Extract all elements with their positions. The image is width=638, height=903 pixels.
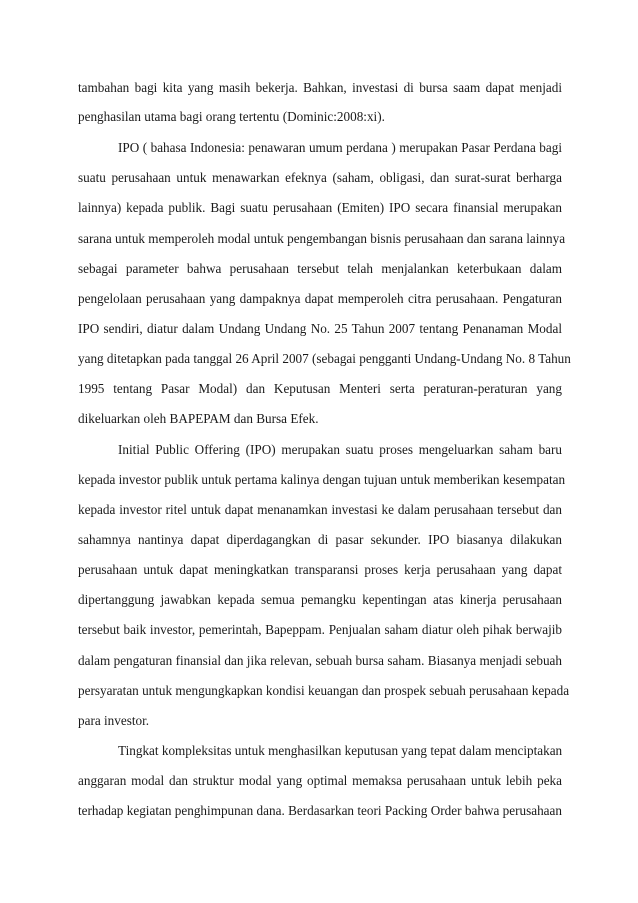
paragraph-line: yang ditetapkan pada tanggal 26 April 2007 (sebagai pengganti Undang-Undang No. 8 Tahun [78, 351, 571, 366]
paragraph-line: lainnya) kepada publik. Bagi suatu perusahaan (Emiten) IPO secara finansial merupakan [78, 200, 562, 215]
paragraph-line: sebagai parameter bahwa perusahaan tersebut telah menjalankan keterbukaan dalam [78, 261, 562, 276]
paragraph-line: pengelolaan perusahaan yang dampaknya dapat memperoleh citra perusahaan. Pengaturan [78, 291, 562, 306]
paragraph-line: suatu perusahaan untuk menawarkan efeknya (saham, obligasi, dan surat-surat berharga [78, 170, 562, 185]
paragraph-line: tambahan bagi kita yang masih bekerja. Bahkan, investasi di bursa saam dapat menjadi [78, 80, 562, 95]
paragraph-line: sarana untuk memperoleh modal untuk pengembangan bisnis perusahaan dan sarana lainnya [78, 231, 566, 246]
paragraph-line: 1995 tentang Pasar Modal) dan Keputusan Menteri serta peraturan-peraturan yang [78, 381, 562, 396]
paragraph-line: IPO ( bahasa Indonesia: penawaran umum perdana ) merupakan Pasar Perdana bagi [118, 140, 562, 155]
paragraph-line: sahamnya nantinya dapat diperdagangkan di pasar sekunder. IPO biasanya dilakukan [78, 532, 562, 547]
paragraph-line: dipertanggung jawabkan kepada semua pemangku kepentingan atas kinerja perusahaan [78, 592, 562, 607]
paragraph-line: anggaran modal dan struktur modal yang optimal memaksa perusahaan untuk lebih peka [78, 773, 562, 788]
paragraph-line: perusahaan untuk dapat meningkatkan transparansi proses kerja perusahaan yang dapat [78, 562, 562, 577]
paragraph-line: persyaratan untuk mengungkapkan kondisi keuangan dan prospek sebuah perusahaan kepada [78, 683, 570, 698]
paragraph-line: dikeluarkan oleh BAPEPAM dan Bursa Efek. [78, 411, 319, 426]
paragraph-line: terhadap kegiatan penghimpunan dana. Berdasarkan teori Packing Order bahwa perusahaan [78, 803, 562, 818]
paragraph-line: tersebut baik investor, pemerintah, Bapeppam. Penjualan saham diatur oleh pihak berwajib [78, 622, 562, 637]
paragraph-line: para investor. [78, 713, 150, 728]
paragraph-line: dalam pengaturan finansial dan jika relevan, sebuah bursa saham. Biasanya menjadi sebuah [78, 653, 562, 668]
paragraph-line: Initial Public Offering (IPO) merupakan suatu proses mengeluarkan saham baru [118, 442, 562, 457]
paragraph-line: kepada investor publik untuk pertama kalinya dengan tujuan untuk memberikan kesempatan [78, 472, 566, 487]
paragraph-line: IPO sendiri, diatur dalam Undang Undang No. 25 Tahun 2007 tentang Penanaman Modal [78, 321, 562, 336]
paragraph-line: kepada investor ritel untuk dapat menanamkan investasi ke dalam perusahaan tersebut dan [78, 502, 562, 517]
paragraph-line: penghasilan utama bagi orang tertentu (Dominic:2008:xi). [78, 109, 385, 124]
paragraph-line: Tingkat kompleksitas untuk menghasilkan keputusan yang tepat dalam menciptakan [118, 743, 563, 758]
